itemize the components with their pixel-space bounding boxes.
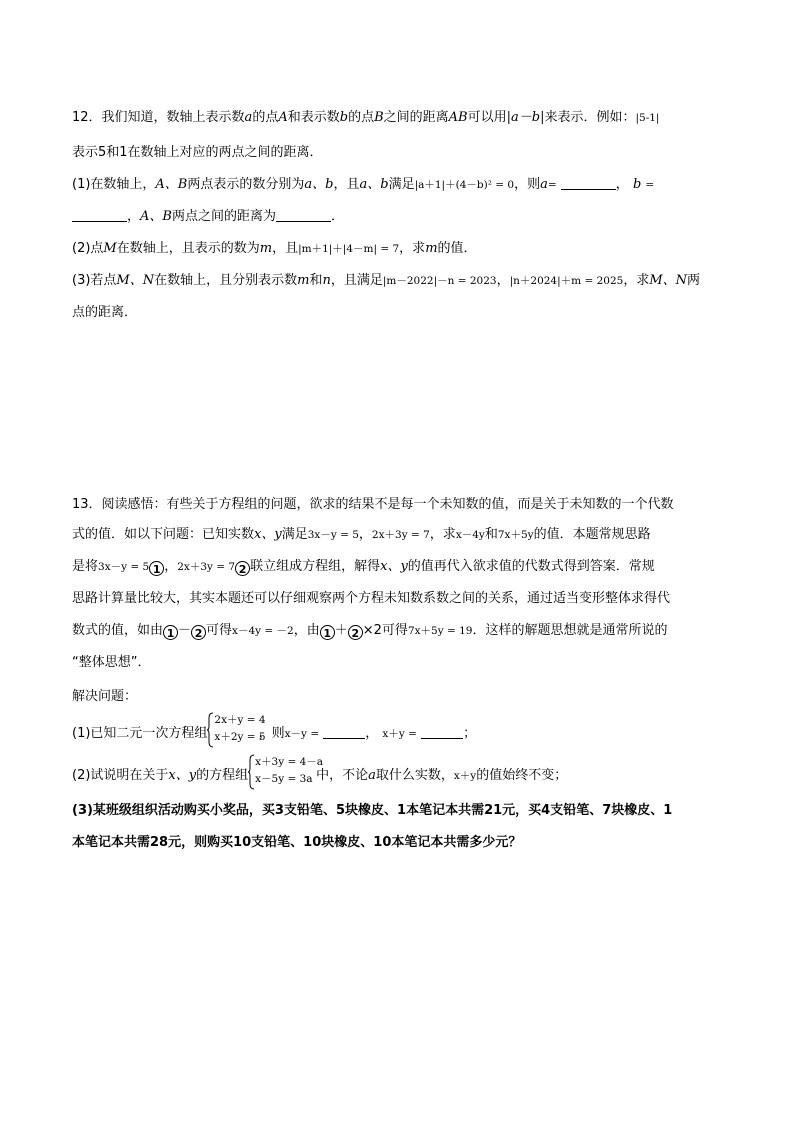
brace-icon	[207, 712, 214, 748]
q12-part-2: (2)点M在数轴上，且表示的数为m，且|m＋1|＋|4－m| = 7，求m的值．	[72, 241, 477, 256]
equation-abs-sum: |a＋1|＋(4－b)² = 0	[414, 179, 515, 191]
q13-line-1: 13．阅读感悟：有些关于方程组的问题，欲求的结果不是每一个未知数的值，而是关于未知数的一个代数	[72, 497, 674, 512]
equation-system-2: x＋3y = 4－a x－5y = 3a	[248, 754, 316, 797]
q13-line-3: 是将3x－y = 5 1 ，2x＋3y = 7 2 联立组成方程组，解得x、y的值再代入欲求值的代数式得到答案．常规	[72, 559, 655, 576]
answer-blank-x-plus-y[interactable]	[421, 726, 463, 739]
abs-a-minus-b: |a－b|	[506, 110, 545, 125]
q12-part-1-line-2: ，A、B两点之间的距离为 ．	[72, 209, 344, 225]
q13-line-4: 思路计算量比较大，其实本题还可以仔细观察两个方程未知数系数之间的关系，通过适当变形整体求得代	[72, 591, 671, 606]
q12-line-1: 12．我们知道，数轴上表示数a的点A和表示数b的点B之间的距离AB可以用|a－b|来表示．例如：|5-1|	[72, 110, 660, 125]
answer-blank-x-minus-y[interactable]	[323, 726, 365, 739]
equation-m: |m＋1|＋|4－m| = 7	[298, 243, 400, 255]
q13-part-2: (2)试说明在关于x、y的方程组 x＋3y = 4－a x－5y = 3a 中，不论a取什么实数，x＋y的值始终不变；	[72, 754, 567, 797]
equation-system-1: 2x＋y = 4 x＋2y = 5	[207, 712, 258, 755]
circled-number-2: 2	[235, 561, 250, 576]
equation-mn-2: |n＋2024|＋m = 2025	[509, 275, 624, 287]
q13-part-3-line-2: 本笔记本共需28元，则购买10支铅笔、10块橡皮、10本笔记本共需多少元？	[72, 835, 522, 850]
q12-part-3-line-1: (3)若点M、N在数轴上，且分别表示数m和n，且满足|m－2022|－n = 2023，|n＋2024|＋m = 2025，求M、N两	[72, 273, 701, 288]
q13-part-1: (1)已知二元一次方程组 2x＋y = 4 x＋2y = 5 ，则x－y = ， x＋y = ；	[72, 712, 476, 755]
answer-blank-distance[interactable]	[276, 209, 331, 222]
q13-line-5: 数式的值，如由 1 － 2 可得x－4y = －2，由 1 ＋ 2 ×2可得7x＋5y = 19．这样的解题思想就是通常所说的	[72, 623, 668, 640]
q13-line-6: “整体思想”．	[72, 655, 151, 670]
circled-number-1: 1	[149, 561, 164, 576]
answer-blank-a[interactable]	[561, 177, 616, 190]
q12-part-3-line-2: 点的距离．	[72, 305, 138, 320]
equation-mn-1: |m－2022|－n = 2023	[382, 275, 497, 287]
q13-part-3-line-1: (3)某班级组织活动购买小奖品，买3支铅笔、5块橡皮、1本笔记本共需21元，买4支铅笔、7块橡皮、1	[72, 803, 673, 818]
q12-part-1-line-1: (1)在数轴上，A、B两点表示的数分别为a、b，且a、b满足|a＋1|＋(4－b)² = 0，则a= ， b =	[72, 177, 655, 192]
abs-5-minus-1: |5-1|	[635, 112, 660, 124]
answer-blank-b[interactable]	[72, 209, 127, 222]
q12-line-2: 表示5和1在数轴上对应的两点之间的距离．	[72, 145, 323, 160]
q13-solve-heading: 解决问题：	[72, 689, 138, 704]
brace-icon	[248, 754, 255, 790]
q13-line-2: 式的值．如以下问题：已知实数x、y满足3x－y = 5，2x＋3y = 7，求x－4y和7x＋5y的值．本题常规思路	[72, 527, 651, 542]
